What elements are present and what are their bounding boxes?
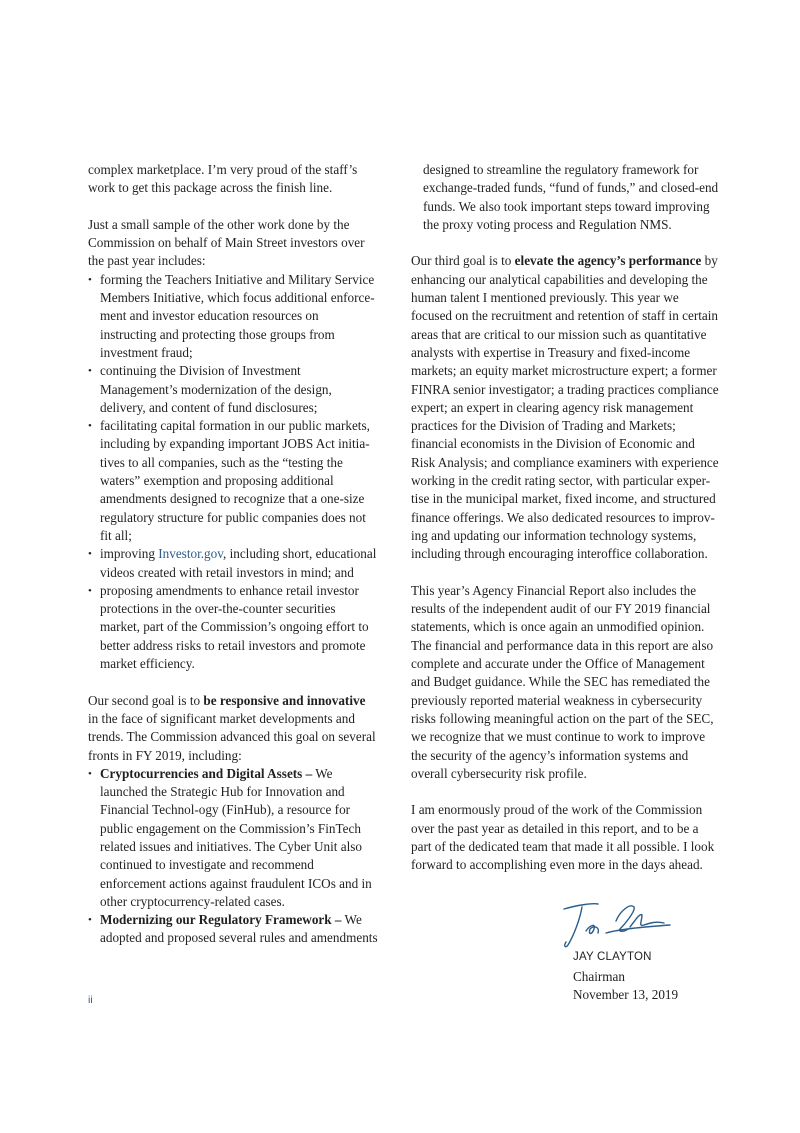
list-item: • facilitating capital formation in our public markets, including by expanding important JOBS Act initia-tives to all companies, such as the “testing the waters” exemption and proposing additional amendments designed to recognize that a one-size regulatory structure for public companies does not fit all;	[88, 417, 378, 545]
handwritten-signature-icon	[558, 895, 678, 951]
list-item	[88, 911, 378, 948]
paragraph-third-goal	[411, 252, 721, 563]
signature-date: November 13, 2019	[573, 987, 679, 1002]
third-goal-emphasis: elevate the agency’s performance	[514, 253, 702, 269]
list-item-text: We adopted and proposed several rules and amendments	[100, 912, 378, 946]
signatory-title: Chairman	[573, 969, 626, 984]
paragraph-second-goal	[88, 692, 378, 765]
list-item-text: We launched the Strategic Hub for Innovation and Financial Technol-ogy (FinHub), a resource for public engagement on the Commission’s FinTech related issues and initiatives. The Cyber Unit also continued to investigate and recommend enforcement actions against fraudulent ICOs and in other cryptocurrency-related cases.	[100, 765, 372, 909]
text: by enhancing our analytical capabilities and developing the human talent I mentioned previously. This year we focused on the recruitment and retention of staff in certain areas that are critical to our mission such as quantitative analysts with expertise in Treasury and fixed-income markets; an equity market microstructure expert; a former FINRA senior investigator; a trading practices compliance expert; an expert in clearing agency risk management practices for the Division of Trading and Markets; financial economists in the Division of Economic and Risk Analysis; and compliance examiners with experience working in the credit rating sector, with particular exper-tise in the municipal market, fixed income, and structured finance offerings. We also dedicated resources to improv-ing and updating our information technology systems, including through encouraging interoffice collaboration.	[411, 253, 719, 562]
list-item-continuation: designed to streamline the regulatory framework for exchange-traded funds, “fund of funds,” and closed-end funds. We also took important steps toward improving the proxy voting process and Regulation NMS.	[423, 162, 719, 232]
text: Our second goal is to	[88, 692, 204, 708]
left-column	[88, 161, 378, 948]
paragraph-financial-report: This year’s Agency Financial Report also includes the results of the independent audit of our FY 2019 financial statements, which is once again an unmodified opinion. The financial and performance data in this report are also complete and accurate under the Office of Management and Budget guidance. While the SEC has remediated the previously reported material weakness in cybersecurity risks following meaningful action on the part of the SEC, we recognize that we must continue to work to improve the security of the agency’s information systems and overall cybersecurity risk profile.	[411, 582, 714, 781]
right-column	[411, 161, 721, 875]
list-item-text: , including short, educational videos created with retail investors in mind; and	[100, 546, 377, 580]
main-street-list	[88, 271, 378, 674]
signatory-name: JAY CLAYTON	[573, 951, 652, 963]
paragraph-continuation: complex marketplace. I’m very proud of the staff’s work to get this package across the finish line.	[88, 162, 358, 196]
list-item-heading: Modernizing our Regulatory Framework –	[100, 912, 342, 928]
paragraph-closing: I am enormously proud of the work of the Commission over the past year as detailed in this report, and to be a part of the dedicated team that made it all possible. I look forward to accomplishing even more in the days ahead.	[411, 802, 715, 873]
list-item: • forming the Teachers Initiative and Military Service Members Initiative, which focus additional enforce-ment and investor education resources on instructing and protecting those groups from investment fraud;	[88, 271, 378, 362]
text: in the face of significant market developments and trends. The Commission advanced this goal on several fronts in FY 2019, including:	[88, 710, 376, 763]
second-goal-emphasis: be responsive and innovative	[203, 692, 366, 708]
list-item	[88, 765, 378, 911]
list-item: • continuing the Division of Investment Management’s modernization of the design, delivery, and content of fund disclosures;	[88, 362, 378, 417]
list-item: • proposing amendments to enhance retail investor protections in the over-the-counter securities market, part of the Commission’s ongoing effort to better address risks to retail investors and promote market efficiency.	[88, 582, 378, 673]
second-goal-list	[88, 765, 378, 948]
text: Our third goal is to	[411, 253, 515, 269]
list-item-heading: Cryptocurrencies and Digital Assets –	[100, 765, 313, 781]
paragraph-main-street-intro: Just a small sample of the other work done by the Commission on behalf of Main Street investors over the past year includes:	[88, 216, 365, 269]
page-number: ii	[88, 994, 93, 1006]
list-item-text: improving	[100, 546, 159, 562]
investor-gov-link[interactable]: Investor.gov	[158, 546, 223, 562]
list-item	[88, 545, 378, 582]
